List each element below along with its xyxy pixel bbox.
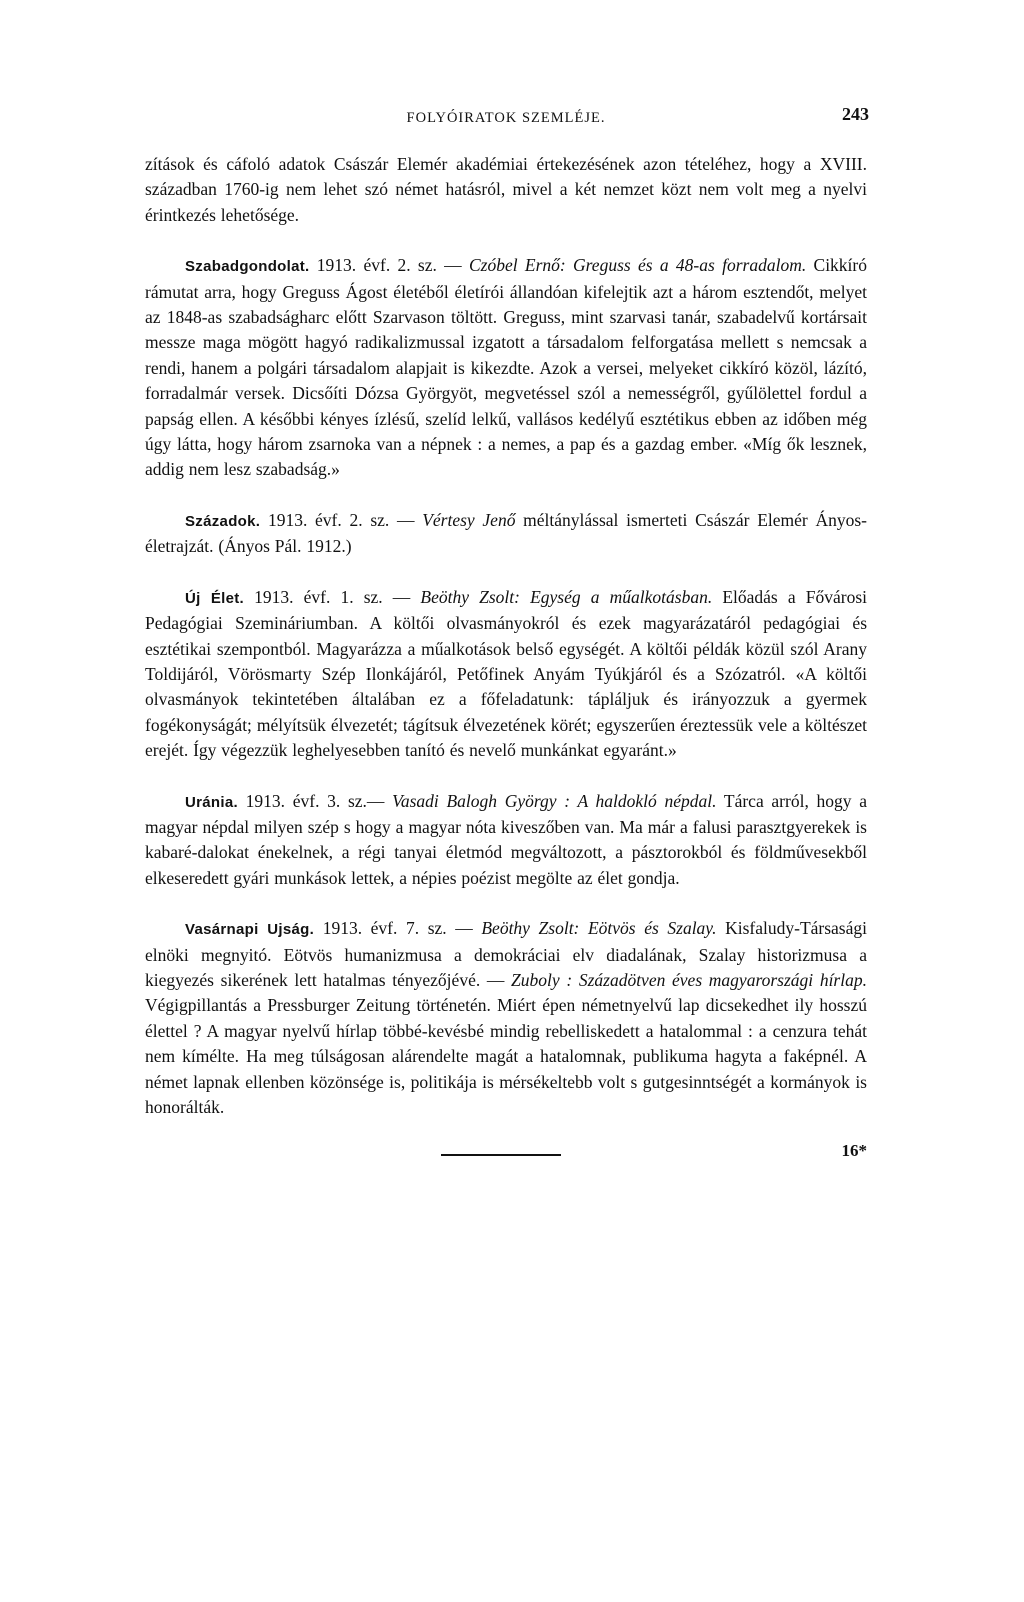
entry-body: Előadás a Fővárosi Pedagógiai Szemináriumban. A költői olvasmányokról és ezek magyarázatáról pedagógiai és esztétikai szempontból. Magyarázza a műalkotások belső egységét. A költői példák közül szól Arany Toldijáról, Vörösmarty Szép Ilonkájáról, Petőfinek Anyám Tyúkjáról és a Szózatról. «A költői olvasmányok tekintetében általában ez a főfeladatunk: tápláljuk és irányozzuk a gyermek fogékonyságát; mélyítsük élvezetét; tágítsuk élvezetének körét; egyszerűen éreztessük vele a költészet erejét. Így végezzük leghelyesebben tanító és nevelő munkánkat egyaránt.»	[145, 586, 867, 761]
article-title: Beöthy Zsolt: Eötvös és Szalay.	[481, 918, 717, 939]
entry-szazadok	[145, 508, 867, 560]
entry-uj-elet	[145, 585, 867, 764]
running-header	[145, 100, 867, 130]
running-title: FOLYÓIRATOK SZEMLÉJE.	[406, 110, 606, 126]
entry-body: Kisfaludy-Társasági elnöki megnyitó. Eötvös humanizmusa a demokráciai elv diadalának, Szalay historizmusa a kiegyezés sikerének lett hatalmas tényezőjévé. —	[145, 918, 867, 990]
entry-szabadgondolat	[145, 253, 867, 483]
entry-vasarnapi-ujsag	[145, 916, 867, 1120]
citation: 1913. évf. 7. sz. —	[314, 918, 482, 939]
document-page	[145, 100, 867, 1178]
intro-paragraph: zítások és cáfoló adatok Császár Elemér akadémiai értekezésének azon tételéhez, hogy a XVIII. században 1760-ig nem lehet szó német hatásról, mivel a két nemzet közt nem volt meg a nyelvi érintkezés lehetősége.	[145, 154, 867, 225]
article-title: Vasadi Balogh György : A haldokló népdal.	[392, 790, 717, 811]
article-author: Vértesy Jenő	[422, 509, 516, 530]
journal-name: Szabadgondolat.	[185, 258, 310, 276]
journal-name: Vasárnapi Ujság.	[185, 921, 315, 939]
journal-name: Századok.	[185, 512, 261, 530]
entry-body: Cikkíró rámutat arra, hogy Greguss Ágost életéből életírói állandóan kifelejtik azt a három esztendőt, melyet az 1848-as szabadságharc előtt Szarvason töltött. Greguss, mint szarvasi tanár, szabadelvű kortársait messze maga mögött hagyó radikalizmussal izgatott a társadalom felforgatása mellett s nemcsak a rendi, hanem a polgári társadalom alapjait is kikezdte. Azok a versei, melyeket cikkíró közöl, lázító, forradalmár versek. Dicsőíti Dózsa Györgyöt, megvetéssel szól a nemességről, gyűlölettel fordul a papság ellen. A későbbi kényes ízlésű, szelíd lelkű, vallásos kedélyű esztétikus ebben az időben még úgy látta, hogy három zsarnoka van a népnek : a nemes, a pap és a gazdag ember. «Míg ők lesznek, addig nem lesz szabadság.»	[145, 255, 867, 480]
entry-body: Tárca arról, hogy a magyar népdal milyen szép s hogy a magyar nóta kiveszőben van. Ma már a falusi parasztgyerekek is kabaré-dalokat énekelnek, a régi tanyai életmód megváltozott, a pásztorokból és földművesekből elkeseredett gyári munkások lettek, a népies poézist megölte az élet gondja.	[145, 790, 867, 888]
page-number: 243	[842, 104, 869, 124]
citation: 1913. évf. 3. sz.—	[237, 790, 393, 811]
article-title: Czóbel Ernő: Greguss és a 48-as forradalom.	[468, 255, 807, 276]
entry-body: méltánylással ismerteti Császár Elemér Ányos-életrajzát. (Ányos Pál. 1912.)	[145, 509, 867, 557]
citation: 1913. évf. 2. sz. —	[260, 509, 423, 530]
citation: 1913. évf. 2. sz. —	[309, 255, 469, 276]
journal-name: Uránia.	[185, 793, 238, 811]
article-title: Beöthy Zsolt: Egység a műalkotásban.	[420, 586, 713, 607]
article-title-second: Zuboly : Századötven éves magyarországi hírlap.	[511, 969, 867, 990]
citation: 1913. évf. 1. sz. —	[244, 586, 421, 607]
journal-name: Új Élet.	[185, 589, 244, 607]
page-footer	[145, 1138, 867, 1178]
footer-rule	[441, 1154, 561, 1156]
entry-urania	[145, 789, 867, 892]
entry-body-second: Végigpillantás a Pressburger Zeitung történetén. Miért épen németnyelvű lap dicsekedhet ily hosszú élettel ? A magyar nyelvű hírlap többé-kevésbé mindig rebelliskedett a hatalommal : a cenzura tehát nem kímélte. Ha meg túlságosan alárendelte magát a hatalomnak, publikuma hagyta a faképnél. A német lapnak ellenben közönsége is, politikája is mérsékeltebb volt s gutgesinntségét a kormányok is honorálták.	[145, 995, 867, 1117]
signature-mark: 16*	[841, 1141, 867, 1161]
